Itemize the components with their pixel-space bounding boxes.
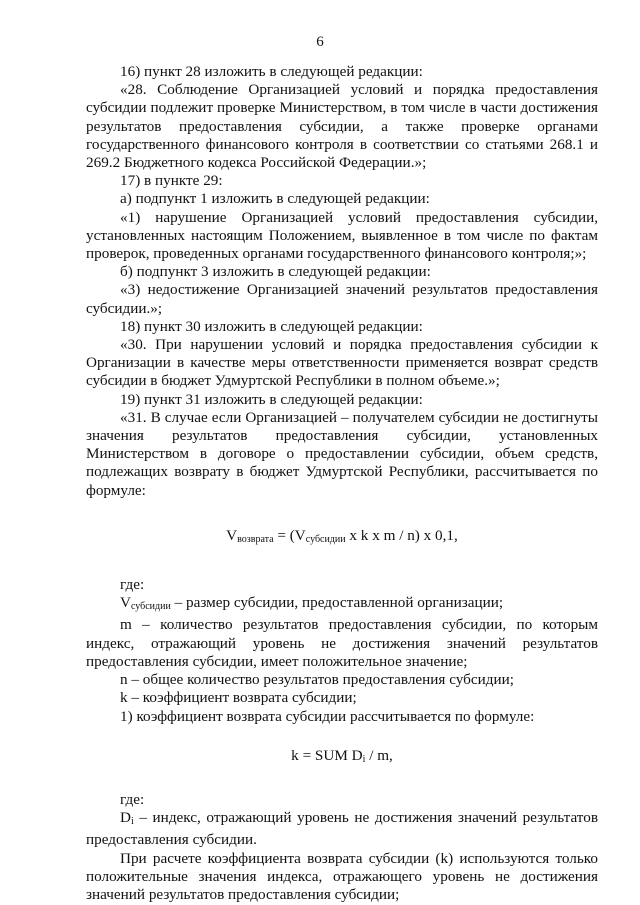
paragraph: «31. В случае если Организацией – получателем субсидии не достигнуты значения результатов предоставления субсидии, установленных Министерством в договоре о предоставлении субсидии, объем средств, подлежащих возврату в бюджет Удмуртской Республики, рассчитывается по формуле: bbox=[86, 408, 598, 499]
paragraph: «28. Соблюдение Организацией условий и порядка предоставления субсидии подлежит проверке Министерством, в том числе в части достижения результатов предоставления субсидии, а также проверке органами государственного финансового контроля в соответствии со статьями 268.1 и 269.2 Бюджетного кодекса Российской Федерации.»; bbox=[86, 81, 598, 172]
formula-coefficient bbox=[86, 747, 598, 769]
paragraph: «3) недостижение Организацией значений результатов предоставления субсидии.»; bbox=[86, 281, 598, 317]
paragraph: 18) пункт 30 изложить в следующей редакции: bbox=[120, 317, 423, 335]
formula-refund-volume bbox=[86, 527, 598, 549]
formula2-subscript: i bbox=[362, 753, 366, 765]
definition-symbol: V bbox=[120, 594, 131, 612]
paragraph: а) подпункт 1 изложить в следующей редакции: bbox=[120, 190, 430, 208]
paragraph: k – коэффициент возврата субсидии; bbox=[120, 689, 357, 707]
paragraph: б) подпункт 3 изложить в следующей редакции: bbox=[120, 263, 431, 281]
paragraph: 19) пункт 31 изложить в следующей редакции: bbox=[120, 390, 423, 408]
formula-mid: = (V bbox=[273, 526, 306, 544]
paragraph: где: bbox=[120, 576, 145, 594]
paragraph-definition bbox=[86, 809, 598, 849]
paragraph: 16) пункт 28 изложить в следующей редакции: bbox=[120, 63, 423, 80]
paragraph: n – общее количество результатов предоставления субсидии; bbox=[120, 671, 514, 689]
document-body bbox=[86, 63, 598, 904]
definition-symbol-subscript: субсидии bbox=[130, 601, 171, 613]
paragraph: «30. При нарушении условий и порядка предоставления субсидии к Организации в качестве меры ответственности применяется возврат средств субсидии в бюджет Удмуртской Республики в полном объеме.»; bbox=[86, 336, 598, 390]
paragraph: 1) коэффициент возврата субсидии рассчитывается по формуле: bbox=[120, 707, 535, 725]
formula-mid-subscript: субсидии bbox=[305, 533, 346, 545]
paragraph: m – количество результатов предоставления субсидии, по которым индекс, отражающий уровень не достижения значений результатов предоставления субсидии, имеет положительное значение; bbox=[86, 616, 598, 670]
formula2-head: k = SUM D bbox=[291, 746, 363, 764]
definition-symbol-subscript: i bbox=[130, 816, 134, 828]
definition-text: – индекс, отражающий уровень не достижения значений результатов предоставления субсидии. bbox=[86, 809, 598, 849]
paragraph: «1) нарушение Организацией условий предоставления субсидии, установленных настоящим Положением, выявленное в том числе по фактам проверок, проведенных органами государственного финансового контроля;»; bbox=[86, 208, 598, 263]
formula-v: V bbox=[226, 526, 238, 544]
paragraph: где: bbox=[120, 790, 145, 808]
formula2-tail: / m, bbox=[365, 746, 393, 764]
page-number: 6 bbox=[316, 34, 324, 50]
formula-tail: x k x m / n) x 0,1, bbox=[345, 526, 458, 544]
definition-symbol: D bbox=[120, 809, 131, 827]
paragraph: При расчете коэффициента возврата субсидии (k) используются только положительные значения индекса, отражающего уровень не достижения значений результатов предоставления субсидии; bbox=[86, 849, 598, 903]
paragraph: 17) в пункте 29: bbox=[120, 172, 223, 190]
definition-text: – размер субсидии, предоставленной организации; bbox=[170, 594, 504, 612]
paragraph-definition bbox=[86, 594, 598, 616]
formula-v-subscript: возврата bbox=[237, 533, 274, 545]
